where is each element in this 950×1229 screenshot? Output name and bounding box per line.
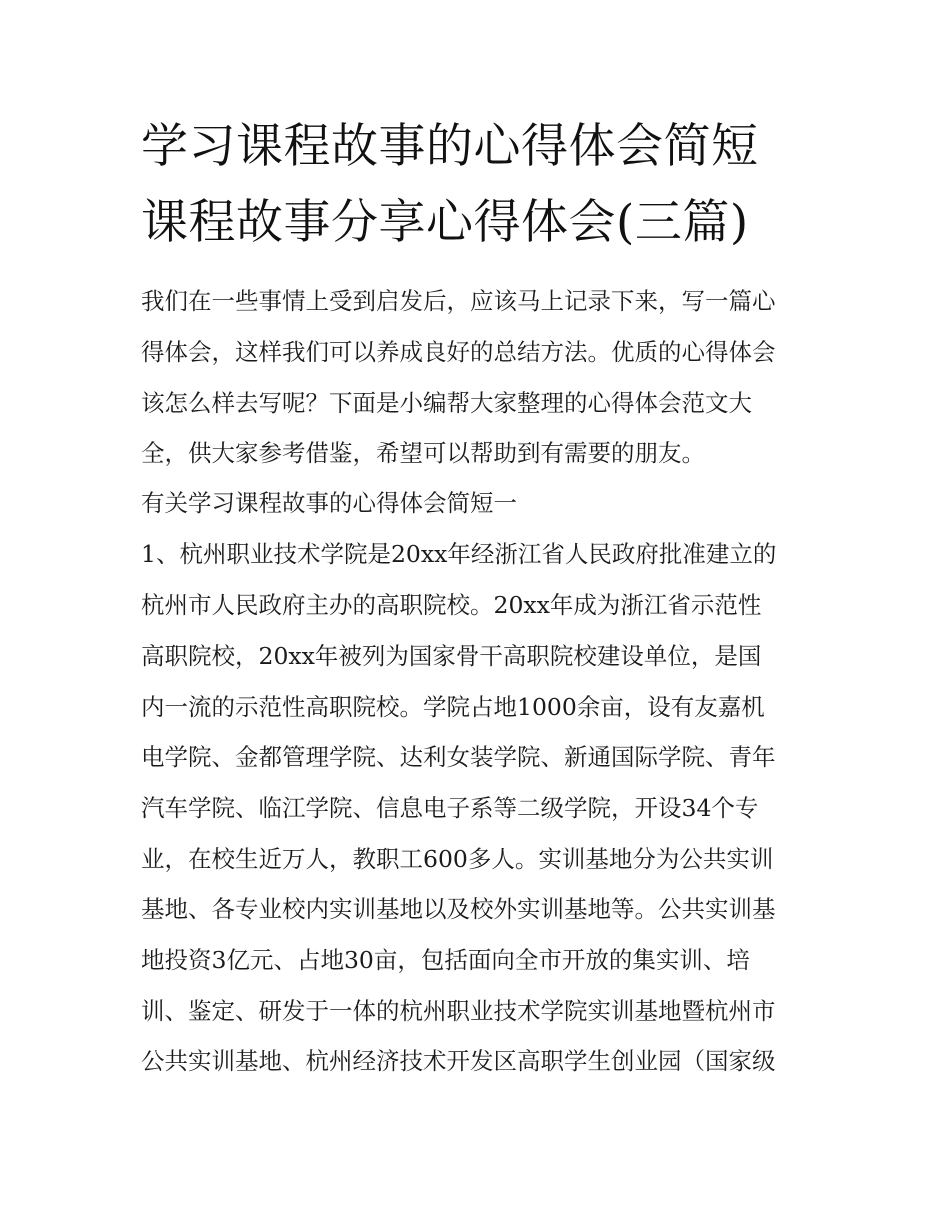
body-line-6: 汽车学院、临江学院、信息电子系等二级学院，开设34个专 (141, 794, 759, 822)
body-line-9: 地投资3亿元、占地30亩，包括面向全市开放的集实训、培 (141, 946, 750, 974)
body-line-5: 电学院、金都管理学院、达利女装学院、新通国际学院、青年 (141, 743, 776, 771)
intro-line-3: 该怎么样去写呢？下面是小编帮大家整理的心得体会范文大 (141, 389, 752, 417)
body-line-11: 公共实训基地、杭州经济技术开发区高职学生创业园（国家级 (141, 1047, 776, 1075)
body-line-3: 高职院校，20xx年被列为国家骨干高职院校建设单位，是国 (141, 642, 762, 670)
intro-line-2: 得体会，这样我们可以养成良好的总结方法。优质的心得体会 (141, 338, 776, 366)
body-line-7: 业，在校生近万人，教职工600多人。实训基地分为公共实训 (141, 845, 774, 873)
body-line-8: 基地、各专业校内实训基地以及校外实训基地等。公共实训基 (141, 895, 776, 923)
title-line-2: 课程故事分享心得体会(三篇) (141, 195, 749, 250)
body-line-1: 1、杭州职业技术学院是20xx年经浙江省人民政府批准建立的 (141, 540, 777, 568)
intro-line-1: 我们在一些事情上受到启发后，应该马上记录下来，写一篇心 (141, 287, 776, 315)
body-line-2: 杭州市人民政府主办的高职院校。20xx年成为浙江省示范性 (141, 591, 762, 619)
section-heading: 有关学习课程故事的心得体会简短一 (141, 489, 517, 517)
intro-line-4: 全，供大家参考借鉴，希望可以帮助到有需要的朋友。 (141, 439, 705, 467)
title-line-1: 学习课程故事的心得体会简短 (141, 119, 759, 174)
body-line-10: 训、鉴定、研发于一体的杭州职业技术学院实训基地暨杭州市 (141, 997, 776, 1025)
body-line-4: 内一流的示范性高职院校。学院占地1000余亩，设有友嘉机 (141, 693, 765, 721)
